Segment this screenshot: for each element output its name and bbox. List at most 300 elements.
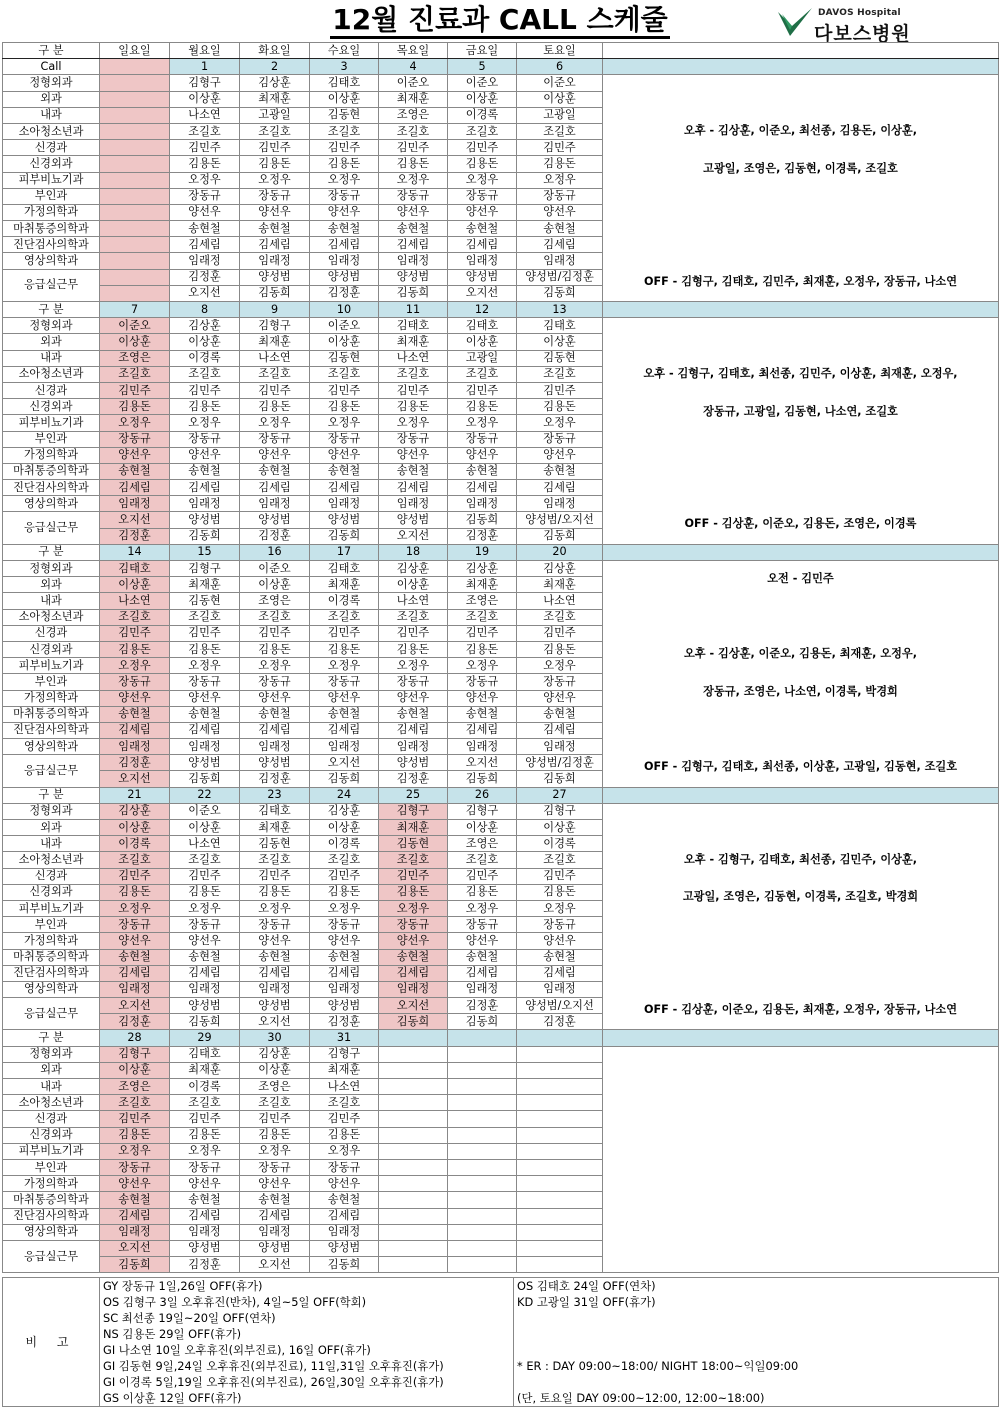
- week-notes: [603, 75, 999, 302]
- week-notes: [603, 1046, 999, 1273]
- er-cell: 양성범/오지선: [517, 512, 603, 528]
- doctor-cell: [517, 1062, 603, 1078]
- doctor-cell: 김용돈: [310, 641, 379, 657]
- doctor-cell: 이상훈: [517, 820, 603, 836]
- doctor-cell: 김동현: [170, 593, 240, 609]
- doctor-cell: 오정우: [310, 415, 379, 431]
- doctor-cell: 송현철: [310, 706, 379, 722]
- doctor-cell: 양선우: [310, 447, 379, 463]
- doctor-cell: 임래정: [170, 981, 240, 997]
- remark-line: OS 김태호 24일 OFF(연차): [517, 1279, 656, 1293]
- doctor-cell: 이준오: [310, 318, 379, 334]
- er-cell: 김동희: [448, 771, 517, 787]
- doctor-cell: 김민주: [240, 1111, 310, 1127]
- doctor-cell: 조길호: [379, 609, 448, 625]
- dept-label: 부인과: [3, 1159, 100, 1175]
- doctor-cell: 조길호: [100, 852, 170, 868]
- doctor-cell: 이경록: [310, 836, 379, 852]
- dept-label: 부인과: [3, 917, 100, 933]
- doctor-cell: 김민주: [100, 382, 170, 398]
- date-number: 30: [240, 1030, 310, 1046]
- doctor-cell: [379, 1159, 448, 1175]
- gubun-label: 구 분: [3, 43, 100, 59]
- doctor-cell: 장동규: [448, 431, 517, 447]
- doctor-cell: 양선우: [517, 447, 603, 463]
- doctor-cell: 임래정: [100, 1224, 170, 1240]
- doctor-cell: 이상훈: [517, 334, 603, 350]
- er-cell: 김정훈: [170, 1257, 240, 1273]
- note-line: 오후 - 김형구, 김태호, 최선종, 김민주, 이상훈,: [684, 852, 917, 866]
- week-date-row: [3, 787, 999, 803]
- doctor-cell: 오정우: [448, 415, 517, 431]
- doctor-cell: 김용돈: [100, 641, 170, 657]
- doctor-cell: 김세림: [240, 1208, 310, 1224]
- remark-line: GY 장동규 1일,26일 OFF(휴가): [103, 1279, 263, 1293]
- er-cell: 김동희: [240, 285, 310, 301]
- remark-line: (단, 토요일 DAY 09:00~12:00, 12:00~18:00): [517, 1391, 765, 1405]
- doctor-cell: 고광일: [448, 350, 517, 366]
- er-label: 응급실근무: [3, 512, 100, 544]
- remark-line: [517, 1326, 995, 1342]
- date-number: [517, 1030, 603, 1046]
- doctor-cell: 이상훈: [310, 334, 379, 350]
- doctor-cell: 김태호: [310, 75, 379, 91]
- doctor-cell: 조길호: [310, 123, 379, 139]
- doctor-cell: 김용돈: [310, 1127, 379, 1143]
- doctor-cell: 김용돈: [448, 156, 517, 172]
- doctor-cell: 김세림: [170, 480, 240, 496]
- doctor-cell: 김용돈: [448, 884, 517, 900]
- doctor-cell: 양선우: [170, 1176, 240, 1192]
- doctor-cell: [517, 1046, 603, 1062]
- doctor-cell: 송현철: [240, 949, 310, 965]
- er-cell: 양성범: [170, 512, 240, 528]
- er-cell: 양성범: [240, 755, 310, 771]
- dept-label: 가정의학과: [3, 933, 100, 949]
- doctor-cell: 김세림: [240, 965, 310, 981]
- doctor-cell: 김민주: [379, 382, 448, 398]
- doctor-cell: 김민주: [448, 868, 517, 884]
- doctor-cell: 임래정: [100, 496, 170, 512]
- date-number: 21: [100, 787, 170, 803]
- doctor-cell: 김태호: [310, 561, 379, 577]
- doctor-cell: 김민주: [448, 140, 517, 156]
- doctor-cell: 임래정: [448, 981, 517, 997]
- doctor-cell: [517, 1159, 603, 1175]
- day-header: 화요일: [240, 43, 310, 59]
- doctor-cell: 장동규: [100, 917, 170, 933]
- doctor-cell: [100, 75, 170, 91]
- er-cell: 김동희: [310, 771, 379, 787]
- note-line: [603, 815, 998, 830]
- doctor-cell: 김세림: [379, 480, 448, 496]
- date-number: 15: [170, 544, 240, 560]
- date-number: 11: [379, 302, 448, 318]
- doctor-cell: 김세림: [240, 237, 310, 253]
- doctor-cell: 송현철: [379, 221, 448, 237]
- doctor-cell: 양선우: [379, 690, 448, 706]
- er-cell: 김정훈: [240, 528, 310, 544]
- doctor-cell: 조영은: [100, 1079, 170, 1095]
- remark-line: SC 최선종 19일~20일 OFF(연차): [103, 1311, 276, 1325]
- doctor-cell: 오정우: [379, 658, 448, 674]
- doctor-cell: 김민주: [170, 1111, 240, 1127]
- dept-label: 신경외과: [3, 884, 100, 900]
- doctor-cell: 조영은: [448, 593, 517, 609]
- dept-label: 신경외과: [3, 156, 100, 172]
- er-cell: [448, 1257, 517, 1273]
- doctor-cell: 송현철: [517, 463, 603, 479]
- dept-label: 진단검사의학과: [3, 480, 100, 496]
- doctor-cell: 김민주: [100, 625, 170, 641]
- day-header-row: [3, 43, 999, 59]
- day-header: 월요일: [170, 43, 240, 59]
- doctor-cell: 김형구: [310, 1046, 379, 1062]
- doctor-cell: 김민주: [100, 868, 170, 884]
- week-date-row: [3, 302, 999, 318]
- doctor-cell: 송현철: [100, 706, 170, 722]
- doctor-cell: 김상훈: [310, 803, 379, 819]
- doctor-cell: 송현철: [310, 463, 379, 479]
- doctor-cell: 이경록: [170, 1079, 240, 1095]
- doctor-cell: 김민주: [170, 382, 240, 398]
- dept-label: 신경과: [3, 625, 100, 641]
- remark-line: GI 나소연 10일 오후휴진(외부진료), 16일 OFF(휴가): [103, 1343, 371, 1357]
- er-cell: 오지선: [100, 1240, 170, 1256]
- doctor-cell: 장동규: [240, 188, 310, 204]
- er-cell: 김동희: [448, 1014, 517, 1030]
- doctor-cell: [379, 1079, 448, 1095]
- doctor-cell: 임래정: [517, 496, 603, 512]
- doctor-cell: 장동규: [170, 674, 240, 690]
- dept-label: 내과: [3, 593, 100, 609]
- date-number: 24: [310, 787, 379, 803]
- doctor-cell: 조길호: [170, 123, 240, 139]
- doctor-cell: 송현철: [448, 463, 517, 479]
- date-number: 19: [448, 544, 517, 560]
- er-cell: [100, 285, 170, 301]
- doctor-cell: 김민주: [310, 1111, 379, 1127]
- doctor-cell: 임래정: [310, 1224, 379, 1240]
- doctor-cell: 김세림: [100, 722, 170, 738]
- doctor-cell: 김용돈: [100, 884, 170, 900]
- doctor-cell: 양선우: [100, 1176, 170, 1192]
- doctor-cell: 최재훈: [240, 334, 310, 350]
- date-number: [448, 1030, 517, 1046]
- doctor-cell: [517, 1127, 603, 1143]
- doctor-cell: [379, 1192, 448, 1208]
- dept-label: 가정의학과: [3, 690, 100, 706]
- doctor-cell: [100, 237, 170, 253]
- dept-label: 외과: [3, 334, 100, 350]
- doctor-cell: 이상훈: [100, 820, 170, 836]
- date-number: 4: [379, 59, 448, 75]
- doctor-cell: 김용돈: [170, 884, 240, 900]
- er-cell: 김정훈: [448, 998, 517, 1014]
- call-label: Call: [3, 59, 100, 75]
- doctor-cell: 임래정: [240, 496, 310, 512]
- doctor-cell: [448, 1111, 517, 1127]
- doctor-cell: 임래정: [170, 496, 240, 512]
- doctor-cell: 김민주: [310, 140, 379, 156]
- doctor-cell: 장동규: [379, 431, 448, 447]
- date-number: 10: [310, 302, 379, 318]
- doctor-cell: 김민주: [240, 868, 310, 884]
- call-schedule-table: [2, 42, 999, 1273]
- week-date-row: [3, 1030, 999, 1046]
- doctor-cell: 오정우: [100, 1143, 170, 1159]
- doctor-cell: 조길호: [310, 852, 379, 868]
- doctor-cell: 김민주: [379, 625, 448, 641]
- doctor-cell: 이상훈: [240, 1062, 310, 1078]
- doctor-cell: 송현철: [240, 1192, 310, 1208]
- date-number: 20: [517, 544, 603, 560]
- doctor-cell: 송현철: [517, 706, 603, 722]
- doctor-cell: 김용돈: [448, 399, 517, 415]
- doctor-cell: 김용돈: [517, 884, 603, 900]
- doctor-cell: [517, 1224, 603, 1240]
- dept-label: 피부비뇨기과: [3, 658, 100, 674]
- doctor-cell: 임래정: [448, 739, 517, 755]
- date-number: 13: [517, 302, 603, 318]
- doctor-cell: 오정우: [100, 900, 170, 916]
- doctor-cell: [448, 1224, 517, 1240]
- doctor-cell: 김세림: [310, 722, 379, 738]
- doctor-cell: 김상훈: [517, 561, 603, 577]
- er-cell: 김동희: [310, 528, 379, 544]
- dept-label: 가정의학과: [3, 204, 100, 220]
- doctor-cell: 송현철: [448, 706, 517, 722]
- er-label: 응급실근무: [3, 269, 100, 301]
- doctor-cell: 오정우: [240, 1143, 310, 1159]
- er-cell: 양성범: [379, 755, 448, 771]
- doctor-cell: 오정우: [240, 658, 310, 674]
- dept-label: 신경과: [3, 140, 100, 156]
- er-cell: 양성범/오지선: [517, 998, 603, 1014]
- dept-label: 정형외과: [3, 1046, 100, 1062]
- er-cell: 오지선: [240, 1014, 310, 1030]
- doctor-cell: 송현철: [448, 949, 517, 965]
- er-cell: 김정훈: [240, 771, 310, 787]
- doctor-cell: 임래정: [170, 739, 240, 755]
- doctor-cell: 김민주: [170, 868, 240, 884]
- note-line: OFF - 김상훈, 이준오, 김용돈, 조영은, 이경록: [684, 517, 917, 531]
- doctor-cell: [517, 1208, 603, 1224]
- dept-label: 외과: [3, 91, 100, 107]
- doctor-cell: 김상훈: [100, 803, 170, 819]
- doctor-cell: [379, 1176, 448, 1192]
- doctor-cell: [379, 1095, 448, 1111]
- doctor-cell: 장동규: [100, 431, 170, 447]
- doctor-cell: 오정우: [170, 900, 240, 916]
- date-number: 29: [170, 1030, 240, 1046]
- week-notes: [603, 561, 999, 788]
- doctor-cell: 조길호: [517, 852, 603, 868]
- doctor-cell: 나소연: [310, 1079, 379, 1095]
- doctor-cell: 임래정: [170, 1224, 240, 1240]
- doctor-cell: 김상훈: [170, 318, 240, 334]
- doctor-cell: 김세림: [310, 237, 379, 253]
- date-number: [100, 59, 170, 75]
- doctor-cell: 조길호: [240, 123, 310, 139]
- er-cell: 김정훈: [310, 285, 379, 301]
- doctor-cell: 양선우: [517, 690, 603, 706]
- doctor-cell: 김세림: [448, 965, 517, 981]
- er-cell: 김동희: [379, 1014, 448, 1030]
- doctor-cell: 김용돈: [517, 641, 603, 657]
- doctor-cell: 이상훈: [310, 91, 379, 107]
- dept-label: 외과: [3, 577, 100, 593]
- er-cell: 김정훈: [100, 755, 170, 771]
- doctor-cell: 김민주: [100, 1111, 170, 1127]
- note-header: [603, 544, 999, 560]
- doctor-cell: 오정우: [100, 658, 170, 674]
- doctor-cell: 이준오: [517, 75, 603, 91]
- doctor-cell: 나소연: [170, 836, 240, 852]
- doctor-cell: 양선우: [100, 447, 170, 463]
- page-title: 12월 진료과 CALL 스케줄: [0, 2, 1000, 38]
- doctor-cell: 김세림: [240, 722, 310, 738]
- week-date-row: [3, 544, 999, 560]
- doctor-cell: 오정우: [170, 1143, 240, 1159]
- er-cell: 오지선: [448, 755, 517, 771]
- remark-line: OS 김형구 3일 오후휴진(반차), 4일~5일 OFF(학회): [103, 1295, 367, 1309]
- doctor-cell: 임래정: [310, 739, 379, 755]
- doctor-cell: [448, 1192, 517, 1208]
- er-cell: 김정훈: [448, 528, 517, 544]
- doctor-cell: 조길호: [379, 366, 448, 382]
- doctor-cell: 양선우: [240, 1176, 310, 1192]
- note-header: [603, 1030, 999, 1046]
- doctor-cell: 김민주: [170, 140, 240, 156]
- doctor-cell: 임래정: [310, 253, 379, 269]
- er-label: 응급실근무: [3, 755, 100, 787]
- er-cell: 오지선: [240, 1257, 310, 1273]
- doctor-cell: 오정우: [448, 172, 517, 188]
- date-number: 18: [379, 544, 448, 560]
- doctor-cell: 김민주: [379, 868, 448, 884]
- doctor-cell: [100, 221, 170, 237]
- er-cell: 김동희: [379, 285, 448, 301]
- doctor-cell: 조길호: [100, 1095, 170, 1111]
- doctor-cell: 송현철: [379, 949, 448, 965]
- doctor-cell: 장동규: [379, 674, 448, 690]
- doctor-cell: [100, 156, 170, 172]
- doctor-cell: 김태호: [379, 318, 448, 334]
- doctor-cell: 김용돈: [170, 1127, 240, 1143]
- doctor-cell: 오정우: [310, 172, 379, 188]
- note-line: 오후 - 김상훈, 이준오, 김용돈, 최재훈, 오정우,: [684, 647, 917, 661]
- dept-label: 진단검사의학과: [3, 237, 100, 253]
- doctor-cell: 조길호: [448, 609, 517, 625]
- doctor-cell: 최재훈: [310, 1062, 379, 1078]
- er-cell: 양성범: [170, 1240, 240, 1256]
- er-cell: 양성범: [240, 269, 310, 285]
- doctor-cell: [379, 1046, 448, 1062]
- dept-label: 영상의학과: [3, 981, 100, 997]
- doctor-cell: 오정우: [517, 658, 603, 674]
- er-cell: 양성범: [240, 998, 310, 1014]
- doctor-cell: 김형구: [379, 803, 448, 819]
- doctor-cell: 송현철: [170, 463, 240, 479]
- doctor-cell: 장동규: [517, 431, 603, 447]
- er-cell: 양성범: [310, 269, 379, 285]
- er-cell: [448, 1240, 517, 1256]
- doctor-cell: 송현철: [379, 463, 448, 479]
- doctor-cell: 조길호: [310, 1095, 379, 1111]
- doctor-cell: 송현철: [170, 221, 240, 237]
- doctor-cell: 임래정: [240, 739, 310, 755]
- note-line: [603, 928, 998, 943]
- doctor-cell: 조길호: [517, 123, 603, 139]
- doctor-cell: 김동현: [517, 350, 603, 366]
- doctor-cell: 김용돈: [310, 399, 379, 415]
- doctor-cell: 김용돈: [170, 641, 240, 657]
- doctor-cell: 오정우: [448, 900, 517, 916]
- doctor-cell: 조길호: [170, 609, 240, 625]
- doctor-cell: 조길호: [240, 1095, 310, 1111]
- doctor-cell: 이준오: [379, 75, 448, 91]
- doctor-cell: 오정우: [517, 415, 603, 431]
- doctor-cell: 김상훈: [240, 1046, 310, 1062]
- er-cell: 양성범: [240, 512, 310, 528]
- doctor-cell: 장동규: [170, 188, 240, 204]
- doctor-cell: 이경록: [517, 836, 603, 852]
- doctor-cell: 김태호: [448, 318, 517, 334]
- doctor-cell: [379, 1127, 448, 1143]
- note-line: [603, 1246, 998, 1261]
- doctor-cell: 김세림: [170, 1208, 240, 1224]
- doctor-cell: 장동규: [240, 1159, 310, 1175]
- date-number: [379, 1030, 448, 1046]
- doctor-cell: 조길호: [240, 366, 310, 382]
- er-cell: 오지선: [310, 755, 379, 771]
- doctor-cell: 김민주: [517, 868, 603, 884]
- note-line: [603, 237, 998, 252]
- doctor-cell: [448, 1095, 517, 1111]
- note-line: 장동규, 조영은, 나소연, 이경록, 박경희: [703, 685, 898, 699]
- doctor-cell: 양선우: [100, 690, 170, 706]
- doctor-cell: 양선우: [448, 933, 517, 949]
- doctor-cell: 나소연: [170, 107, 240, 123]
- doctor-cell: 조길호: [100, 366, 170, 382]
- dept-label: 진단검사의학과: [3, 965, 100, 981]
- doctor-cell: [100, 172, 170, 188]
- doctor-cell: 임래정: [240, 253, 310, 269]
- doctor-cell: 이상훈: [100, 334, 170, 350]
- day-header: 일요일: [100, 43, 170, 59]
- doctor-cell: 장동규: [100, 674, 170, 690]
- doctor-cell: 이상훈: [240, 577, 310, 593]
- doctor-cell: 최재훈: [379, 91, 448, 107]
- doctor-cell: [517, 1111, 603, 1127]
- doctor-cell: [379, 1143, 448, 1159]
- note-line: [603, 442, 998, 457]
- date-number: 26: [448, 787, 517, 803]
- doctor-cell: 양선우: [310, 933, 379, 949]
- doctor-cell: 김동현: [379, 836, 448, 852]
- date-number: 12: [448, 302, 517, 318]
- er-cell: 양성범: [448, 269, 517, 285]
- doctor-cell: 이경록: [170, 350, 240, 366]
- doctor-cell: 조영은: [100, 350, 170, 366]
- doctor-cell: 김세림: [448, 722, 517, 738]
- er-cell: 오지선: [448, 285, 517, 301]
- doctor-cell: 김용돈: [240, 1127, 310, 1143]
- doctor-cell: 장동규: [310, 674, 379, 690]
- date-number: 1: [170, 59, 240, 75]
- doctor-cell: 오정우: [170, 172, 240, 188]
